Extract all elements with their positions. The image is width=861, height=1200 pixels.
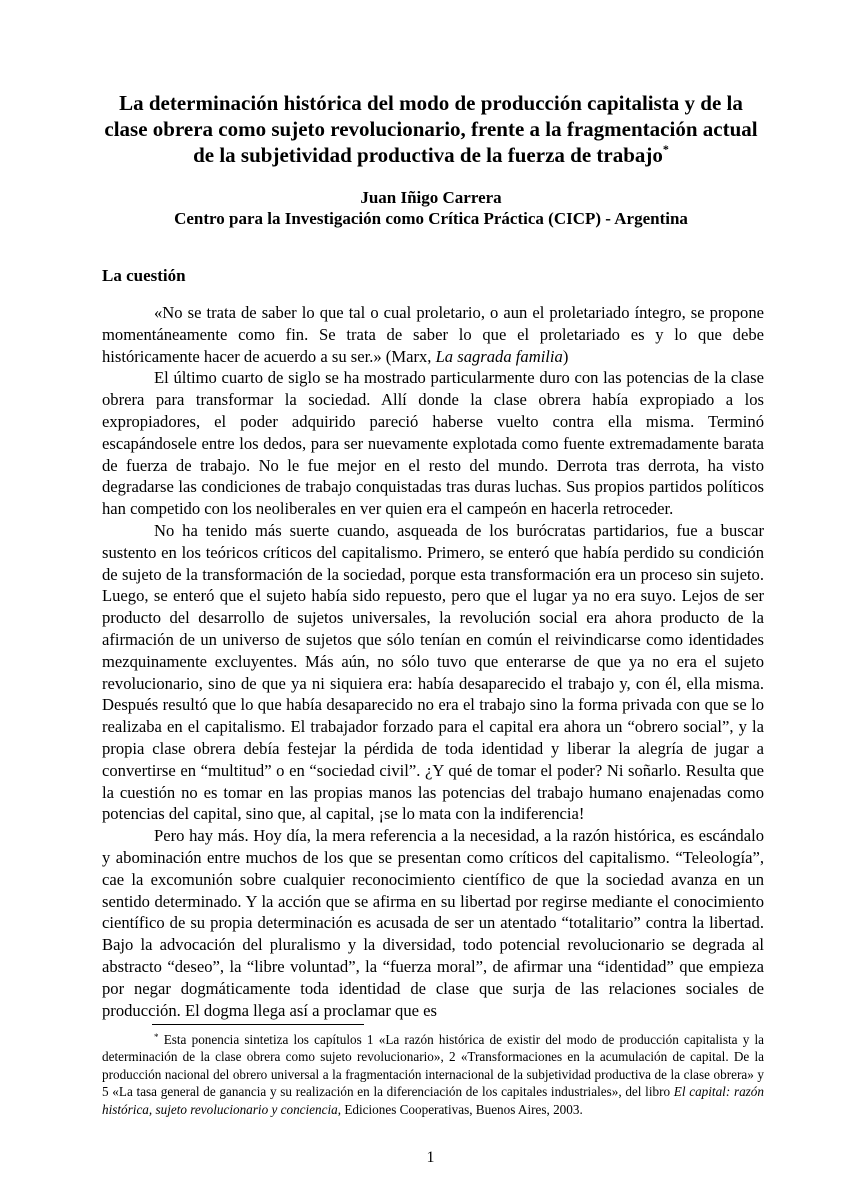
paragraph-4: Pero hay más. Hoy día, la mera referencia a la necesidad, a la razón histórica, es escándalo y abominación entre muchos de los que se presentan como críticos del capitalismo. “Teleología”, cae la excomunión sobre cualquier reconocimiento científico de que la sociedad avanza en un sentido determinado. Y la acción que se afirma en su libertad por regirse mediante el conocimiento científico de su propia determinación es acusada de ser un atentado “totalitario” contra la libertad. Bajo la advocación del pluralismo y la diversidad, todo potencial revolucionario se degrada al abstracto “deseo”, la “libre voluntad”, la “fuerza moral”, de afirmar una “identidad” que empieza por negar dogmáticamente toda identidad de clase que surja de las relaciones sociales de producción. El dogma llega así a proclamar que es: [102, 826, 764, 1020]
footnote-publisher: , Ediciones Cooperativas, Buenos Aires, 2003.: [337, 1101, 583, 1117]
author-name: Juan Iñigo Carrera: [360, 188, 502, 207]
footnote-separator: [152, 1024, 364, 1025]
footnote-book-title: El capital: razón histórica, sujeto revolucionario y conciencia: [102, 1084, 764, 1117]
body-text: [102, 302, 764, 1021]
epigraph-close: ): [562, 346, 569, 366]
title-footnote-marker: *: [662, 142, 669, 156]
footnote-marker: *: [154, 1032, 159, 1042]
author-affiliation: Centro para la Investigación como Crítica Práctica (CICP) - Argentina: [174, 209, 688, 228]
section-heading: La cuestión: [102, 266, 186, 285]
document-title: [96, 90, 766, 168]
footnote-text: Esta ponencia sintetiza los capítulos 1 «La razón histórica de existir del modo de producción capitalista y la determinación de la clase obrera como sujeto revolucionario», 2 «Transformaciones en la acumulación de capital. De la producción nacional del obrero universal a la fragmentación internacional de la subjetividad productiva de la clase obrera» y 5 «La tasa general de ganancia y su realización en la diferenciación de los capitales industriales», del libro: [102, 1032, 764, 1100]
epigraph-text: «No se trata de saber lo que tal o cual proletario, o aun el proletariado íntegro, se propone momentáneamente como fin. Se trata de saber lo que el proletariado es y lo que debe históricamente hacer de acuerdo a su ser.» (Marx,: [102, 303, 764, 366]
title-text: La determinación histórica del modo de producción capitalista y de la clase obrera como sujeto revolucionario, frente a la fragmentación actual de la subjetividad productiva de la fuerza de trabajo: [104, 91, 758, 167]
paragraph-2: El último cuarto de siglo se ha mostrado particularmente duro con las potencias de la clase obrera para transformar la sociedad. Allí donde la clase obrera había expropiado a los expropiadores, el poder adquirido pareció haberse vuelto contra ella misma. Terminó escapándosele entre los dedos, para ser nuevamente explotada como fuente extremadamente barata de fuerza de trabajo. No le fue mejor en el resto del mundo. Derrota tras derrota, ha visto degradarse las condiciones de trabajo conquistadas tras duras luchas. Sus propios partidos políticos han competido con los neoliberales en ver quien era el campeón en hacerla retroceder.: [102, 368, 764, 519]
paragraph-3: No ha tenido más suerte cuando, asqueada de los burócratas partidarios, fue a buscar sustento en los teóricos críticos del capitalismo. Primero, se enteró que había perdido su condición de sujeto de la transformación de la sociedad, porque esta transformación era un proceso sin sujeto. Luego, se enteró que el sujeto había sido repuesto, pero que el lugar ya no era suyo. Lejos de ser producto del desarrollo de sujetos universales, la revolución social era ahora producto de la afirmación de un universo de sujetos que sólo tenían en común el reivindicarse como identidades mezquinamente excluyentes. Más aún, no sólo tuvo que enterarse de que ya no era el sujeto revolucionario, sino de que ya ni siquiera era: había desaparecido el trabajo y, con él, ella misma. Después resultó que lo que había desaparecido no era el trabajo sino la forma privada con que se lo realizaba en el capitalismo. El trabajador forzado para el capital era ahora un “obrero social”, y la propia clase obrera debía festejar la pérdida de toda identidad y liberar la alegría de jugar a convertirse en “multitud” o en “sociedad civil”. ¿Y qué de tomar el poder? Ni soñarlo. Resulta que la cuestión no es tomar en las propias manos las potencias del trabajo humano enajenadas como potencias del capital, sino que, al capital, ¡se lo mata con la indiferencia!: [102, 520, 764, 824]
epigraph-paragraph: [102, 302, 764, 367]
epigraph-source-title: La sagrada familia: [435, 346, 563, 366]
page-number: 1: [426, 1149, 435, 1166]
footnote: [102, 1031, 764, 1118]
